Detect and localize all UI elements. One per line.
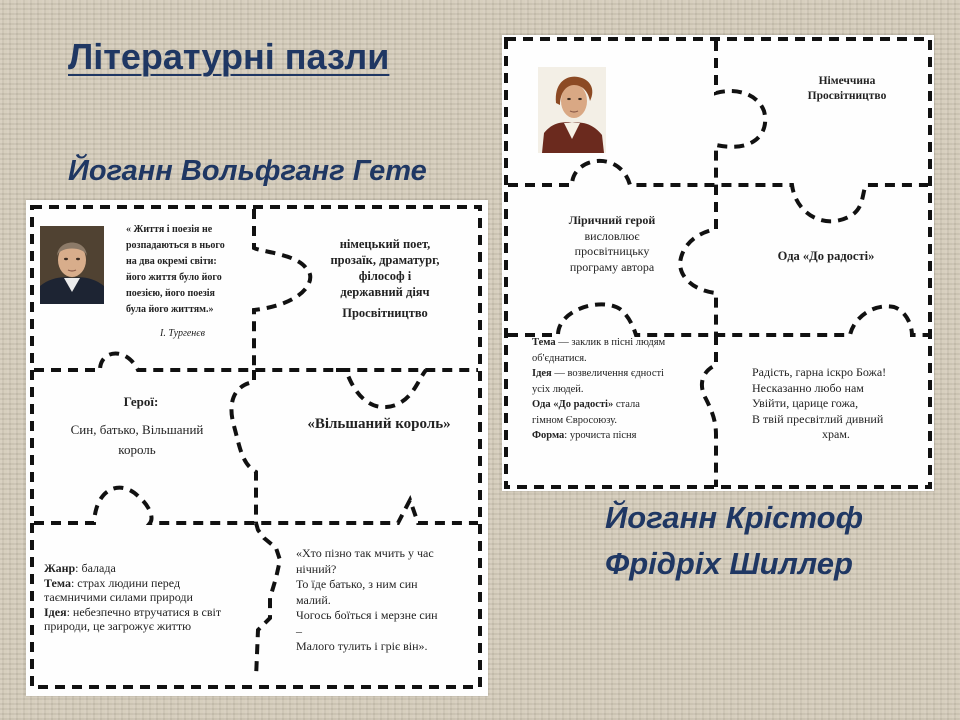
schiller-idea-label: Ідея — [532, 368, 552, 379]
goethe-quote-author: І. Тургенєв — [160, 328, 205, 339]
schiller-puzzle-sheet — [502, 35, 934, 491]
schiller-form-value: : урочиста пісня — [564, 430, 637, 441]
schiller-poem-line: храм. — [822, 427, 850, 441]
idea-continuation: природи, це загрожує життю — [44, 619, 192, 633]
poem-line: То їде батько, з ним син — [296, 577, 418, 591]
goethe-bio — [310, 236, 460, 300]
schiller-theme-value: — заклик в пісні людям — [555, 337, 666, 348]
schiller-name-line-1: Йоганн Крістоф — [605, 500, 864, 535]
genre-value: : балада — [75, 561, 116, 575]
schiller-idea-cont: усіх людей. — [532, 383, 584, 395]
goethe-quote-line: розпадаються в нього — [126, 240, 225, 251]
schiller-idea-value: — возвеличення єдності — [551, 368, 664, 379]
schiller-theme-label: Тема — [532, 337, 556, 348]
goethe-name-caption: Йоганн Вольфганг Гете — [68, 155, 427, 187]
schiller-poem — [752, 365, 928, 443]
goethe-quote-line: « Життя і поезія не — [126, 224, 213, 235]
goethe-epoch: Просвітництво — [342, 306, 428, 320]
goethe-bio-line: прозаїк, драматург, — [330, 253, 440, 267]
schiller-name-line-2: Фрідріх Шиллер — [605, 546, 853, 581]
schiller-analysis — [532, 335, 712, 444]
goethe-bio-line: державний діяч — [340, 285, 430, 299]
genre-label: Жанр — [44, 561, 76, 575]
goethe-heroes-line: король — [118, 442, 156, 457]
goethe-heroes — [42, 420, 232, 460]
schiller-form-label: Форма — [532, 430, 565, 441]
slide-title: Літературні пазли — [68, 36, 390, 77]
goethe-bio-line: німецький поет, — [339, 237, 431, 251]
schiller-ode-value: стала — [613, 399, 640, 410]
schiller-ode-title: Ода «До радості» — [777, 249, 875, 263]
goethe-quote-line: поезією, його поезія — [126, 288, 215, 299]
poem-line: Малого тулить і гріє він». — [296, 639, 428, 653]
goethe-work-title: «Вільшаний король» — [307, 416, 451, 432]
schiller-ode-cont: гімном Євросоюзу. — [532, 414, 617, 426]
schiller-portrait — [538, 67, 606, 153]
goethe-quote-line: на два окремі світи: — [126, 256, 217, 267]
lyric-line: просвітницьку — [574, 244, 650, 258]
goethe-quote-line: була його життям.» — [126, 304, 214, 315]
schiller-theme-cont: об'єднатися. — [532, 352, 587, 364]
theme-value: : страх людини перед — [70, 575, 181, 590]
schiller-poem-line: В твій пресвітлий дивний — [752, 411, 884, 426]
schiller-country: Німеччина — [818, 75, 876, 87]
poem-line: – — [296, 623, 302, 638]
poem-line: Чогось боїться і мерзне син — [296, 608, 438, 622]
lyric-line: висловлює — [584, 228, 640, 243]
poem-line: малий. — [296, 592, 331, 607]
poem-line: нічний? — [296, 561, 337, 576]
goethe-analysis — [44, 561, 264, 634]
theme-continuation: таємничими силами природи — [44, 590, 193, 604]
poem-line: «Хто пізно так мчить у час — [296, 546, 434, 560]
goethe-heroes-title: Герої: — [123, 394, 159, 409]
goethe-puzzle-sheet — [26, 200, 488, 696]
goethe-quote — [126, 222, 256, 318]
goethe-portrait — [40, 226, 104, 304]
lyric-line: Ліричний герой — [568, 213, 656, 227]
goethe-heroes-line: Син, батько, Вільшаний — [70, 422, 204, 437]
goethe-bio-line: філософ і — [358, 269, 412, 283]
schiller-ode-label: Ода «До радості» — [532, 399, 614, 410]
schiller-lyric-hero — [522, 213, 702, 275]
idea-value: : небезпечно втручатися в світ — [66, 604, 222, 619]
lyric-line: програму автора — [569, 259, 655, 274]
theme-label: Тема — [44, 575, 71, 590]
goethe-poem — [296, 546, 476, 655]
schiller-epoch: Просвітництво — [807, 90, 887, 102]
idea-label: Ідея — [44, 604, 67, 619]
goethe-quote-line: його життя було його — [126, 272, 222, 283]
schiller-poem-line: Увійти, царице гожа, — [752, 396, 859, 410]
schiller-poem-line: Радість, гарна іскро Божа! — [752, 365, 887, 379]
schiller-poem-line: Несказанно любо нам — [752, 380, 864, 395]
